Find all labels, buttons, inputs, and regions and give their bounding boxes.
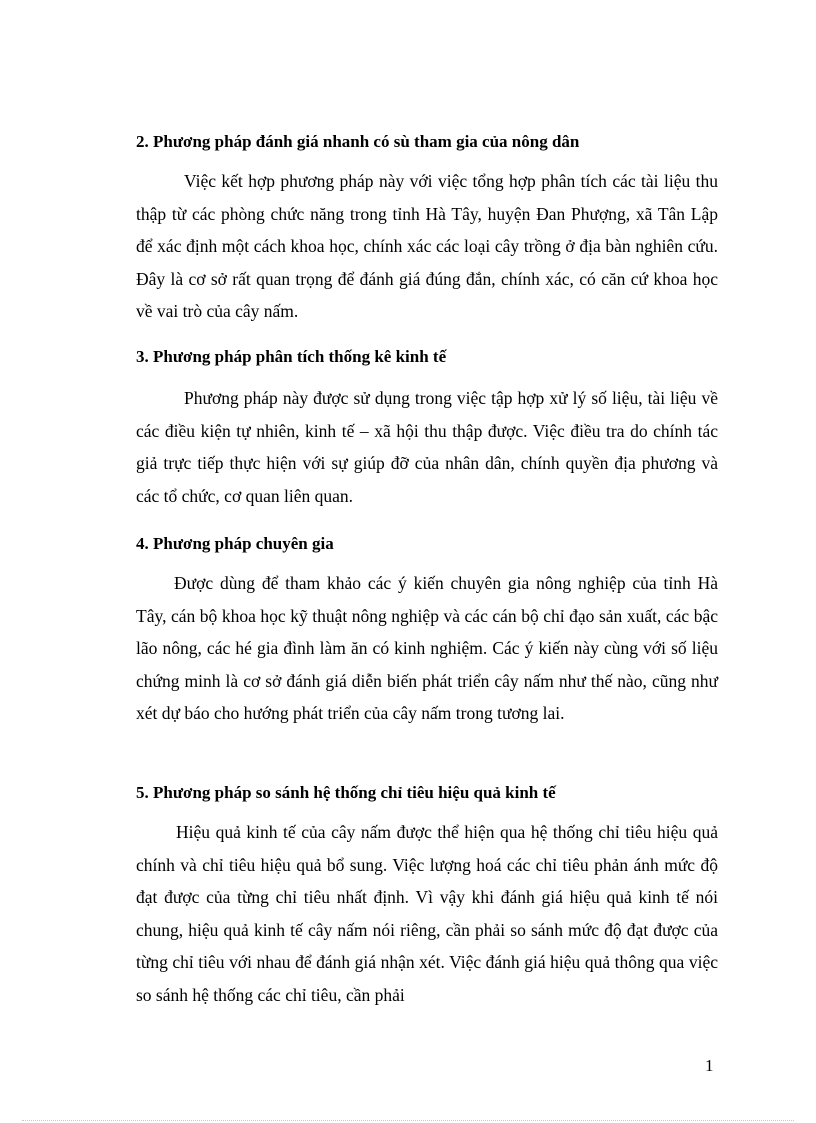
section-4-body: Được dùng để tham khảo các ý kiến chuyên gia nông nghiệp của tỉnh Hà Tây, cán bộ khoa học kỹ thuật nông nghiệp và các cán bộ chỉ đạo sản xuất, các bậc lão nông, các hé gia đình làm ăn có kinh nghiệm. Các ý kiến này cùng với số liệu chứng minh là cơ sở đánh giá diễn biến phát triển cây nấm như thế nào, cũng như xét dự báo cho hướng phát triển của cây nấm trong tương lai. xyxy=(136,573,718,723)
section-2-body: Việc kết hợp phương pháp này với việc tổng hợp phân tích các tài liệu thu thập từ các phòng chức năng trong tỉnh Hà Tây, huyện Đan Phượng, xã Tân Lập để xác định một cách khoa học, chính xác các loại cây trồng ở địa bàn nghiên cứu. Đây là cơ sở rất quan trọng để đánh giá đúng đắn, chính xác, có căn cứ khoa học về vai trò của cây nấm. xyxy=(136,171,718,321)
section-3-body: Phương pháp này được sử dụng trong việc tập hợp xử lý số liệu, tài liệu về các điều kiện tự nhiên, kinh tế – xã hội thu thập được. Việc điều tra do chính tác giả trực tiếp thực hiện với sự giúp đỡ của nhân dân, chính quyền địa phương và các tổ chức, cơ quan liên quan. xyxy=(136,388,718,506)
section-4-heading: 4. Phương pháp chuyên gia xyxy=(136,534,334,553)
section-5-heading: 5. Phương pháp so sánh hệ thống chỉ tiêu hiệu quả kinh tế xyxy=(136,783,556,802)
page-number: 1 xyxy=(705,1056,714,1075)
page-bottom-divider xyxy=(22,1120,794,1121)
section-2-heading: 2. Phương pháp đánh giá nhanh có sù tham gia của nông dân xyxy=(136,132,580,151)
section-5-body: Hiệu quả kinh tế của cây nấm được thể hiện qua hệ thống chỉ tiêu hiệu quả chính và chỉ tiêu hiệu quả bổ sung. Việc lượng hoá các chỉ tiêu phản ánh mức độ đạt được của từng chỉ tiêu nhất định. Vì vậy khi đánh giá hiệu quả kinh tế nói chung, hiệu quả kinh tế cây nấm nói riêng, cần phải so sánh mức độ đạt được của từng chỉ tiêu với nhau để đánh giá nhận xét. Việc đánh giá hiệu quả thông qua việc so sánh hệ thống các chỉ tiêu, cần phải xyxy=(136,822,718,1005)
section-3-heading: 3. Phương pháp phân tích thống kê kinh tế xyxy=(136,347,447,366)
